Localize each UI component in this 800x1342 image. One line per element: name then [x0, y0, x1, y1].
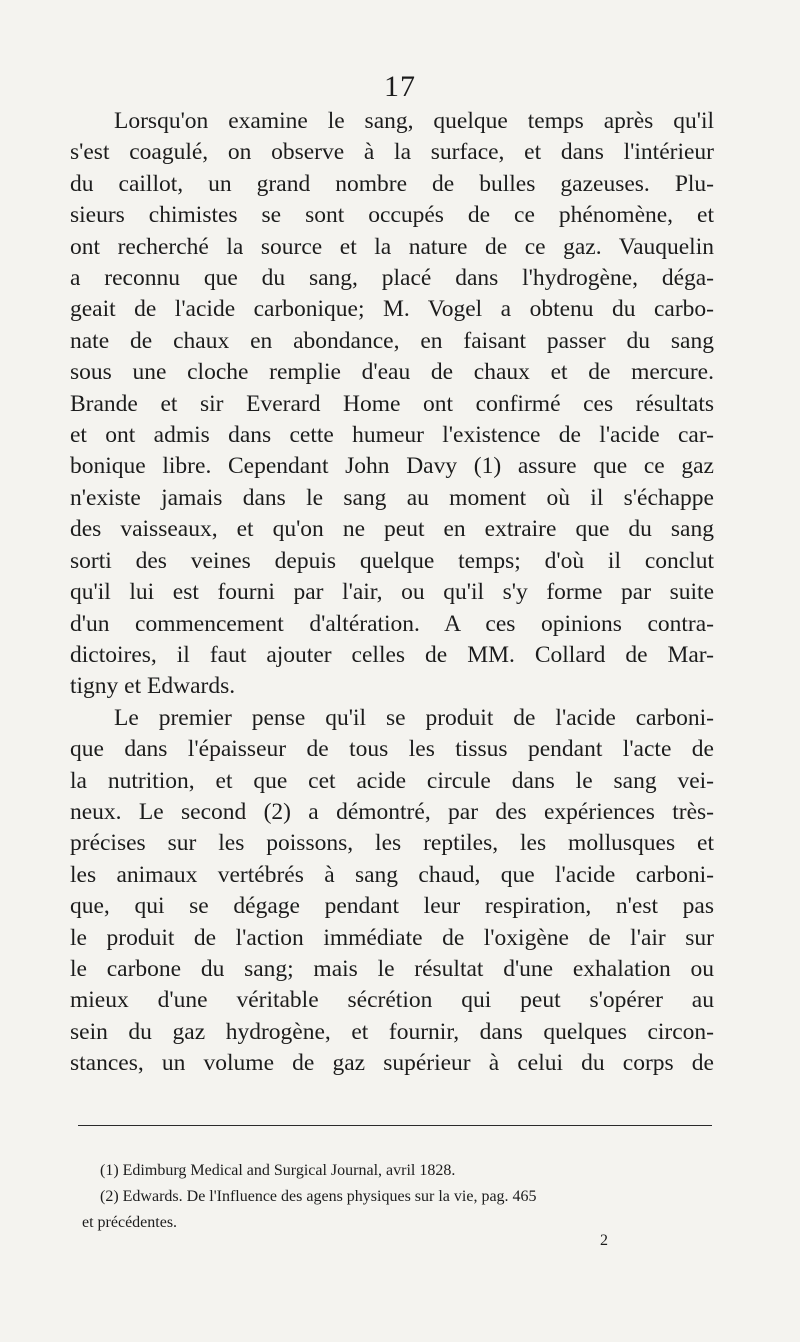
text-line: tigny et Edwards. [70, 673, 236, 700]
text-line: des vaisseaux, et qu'on ne peut en extraire que du sang [70, 516, 714, 543]
footnote-line: (1) Edimburg Medical and Surgical Journal, avril 1828. [100, 1162, 456, 1179]
text-line: Le premier pense qu'il se produit de l'acide carboni- [114, 704, 714, 731]
footnote-2 [82, 1184, 712, 1236]
text-line: s'est coagulé, on observe à la surface, et dans l'intérieur [70, 139, 714, 166]
signature-mark: 2 [600, 1232, 608, 1249]
text-line: sous une cloche remplie d'eau de chaux et de mercure. [70, 359, 714, 386]
text-line: le carbone du sang; mais le résultat d'une exhalation ou [70, 955, 714, 982]
text-line: qu'il lui est fourni par l'air, ou qu'il s'y forme par suite [70, 579, 714, 606]
text-line: dictoires, il faut ajouter celles de MM. Collard de Mar- [70, 641, 714, 668]
footnote-1 [82, 1158, 712, 1184]
text-line: mieux d'une véritable sécrétion qui peut s'opérer au [70, 987, 714, 1014]
text-line: ont recherché la source et la nature de ce gaz. Vauquelin [70, 233, 714, 260]
footnote-line: et précédentes. [82, 1214, 178, 1231]
text-line: d'un commencement d'altération. A ces opinions contra- [70, 610, 714, 637]
text-line: la nutrition, et que cet acide circule dans le sang vei- [70, 767, 714, 794]
text-line: les animaux vertébrés à sang chaud, que l'acide carboni- [70, 861, 714, 888]
text-line: le produit de l'action immédiate de l'oxigène de l'air sur [70, 924, 714, 951]
text-line: a reconnu que du sang, placé dans l'hydrogène, déga- [70, 265, 714, 292]
text-line: sein du gaz hydrogène, et fournir, dans quelques circon- [70, 1018, 714, 1045]
text-line: bonique libre. Cependant John Davy (1) assure que ce gaz [70, 453, 714, 480]
text-line: précises sur les poissons, les reptiles, les mollusques et [70, 830, 714, 857]
footnote-line: (2) Edwards. De l'Influence des agens physiques sur la vie, pag. 465 [100, 1188, 537, 1205]
text-line: Brande et sir Everard Home ont confirmé ces résultats [70, 390, 714, 417]
text-line: neux. Le second (2) a démontré, par des expériences très- [70, 798, 714, 825]
footnotes [82, 1158, 712, 1236]
text-line: que dans l'épaisseur de tous les tissus pendant l'acte de [70, 736, 714, 763]
paragraph-2 [70, 703, 714, 1080]
paragraph-1 [70, 106, 714, 703]
footnote-divider [78, 1125, 712, 1126]
text-line: que, qui se dégage pendant leur respiration, n'est pas [70, 893, 714, 920]
text-line: Lorsqu'on examine le sang, quelque temps après qu'il [114, 108, 714, 134]
text-line: stances, un volume de gaz supérieur à celui du corps de [70, 1050, 714, 1077]
body-text [70, 106, 714, 1080]
text-line: du caillot, un grand nombre de bulles gazeuses. Plu- [70, 170, 714, 197]
text-line: geait de l'acide carbonique; M. Vogel a obtenu du carbo- [70, 296, 714, 323]
text-line: nate de chaux en abondance, en faisant passer du sang [70, 327, 714, 354]
text-line: sorti des veines depuis quelque temps; d'où il conclut [70, 547, 714, 574]
page-number: 17 [384, 70, 416, 103]
text-line: et ont admis dans cette humeur l'existence de l'acide car- [70, 422, 714, 449]
text-line: sieurs chimistes se sont occupés de ce phénomène, et [70, 202, 714, 229]
text-line: n'existe jamais dans le sang au moment où il s'échappe [70, 484, 714, 511]
